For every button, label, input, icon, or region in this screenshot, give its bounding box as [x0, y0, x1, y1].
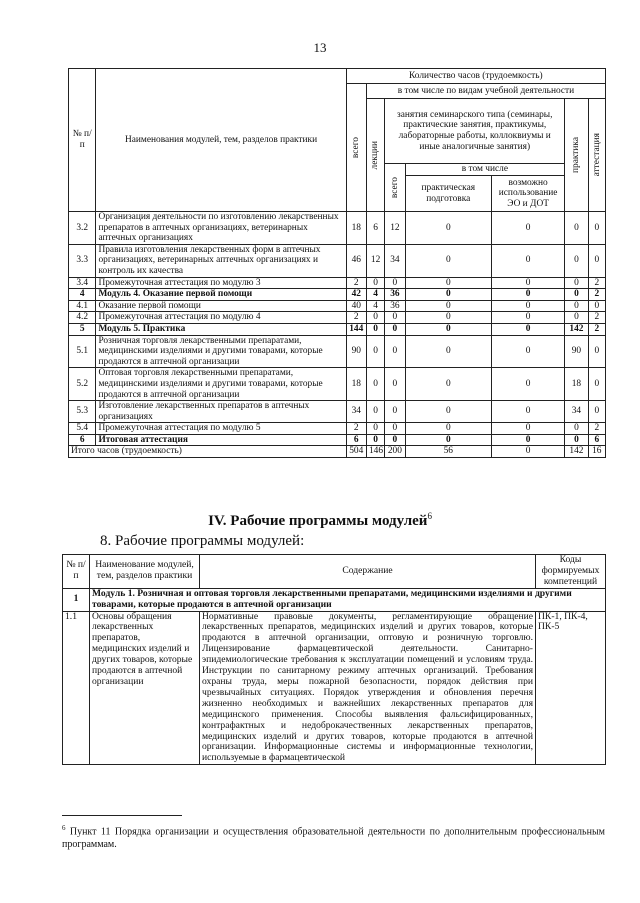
row-eo-dot: 0	[492, 212, 565, 245]
row-practice: 0	[565, 300, 588, 312]
table-row	[69, 289, 606, 301]
row-lectures: 0	[366, 323, 384, 335]
row-eo-dot: 0	[492, 289, 565, 301]
row-eo-dot: 0	[492, 277, 565, 289]
row-lectures: 0	[366, 312, 384, 324]
row-practice: 0	[565, 212, 588, 245]
row-name: Изготовление лекарственных препаратов в аптечных организациях	[96, 401, 346, 423]
row-total: 42	[346, 289, 366, 301]
t2-header-num: № п/п	[63, 555, 90, 589]
row-name: Организация деятельности по изготовлению лекарственных препаратов в аптечных организациях, ветеринарных аптечных организациях	[96, 212, 346, 245]
row-prac-prep: 0	[405, 368, 491, 401]
row-attestation: 0	[588, 335, 605, 368]
row-name: Модуль 5. Практика	[96, 323, 346, 335]
t2-header-name: Наименование модулей, тем, разделов практики	[90, 555, 200, 589]
row-total: 144	[346, 323, 366, 335]
row-attestation: 2	[588, 289, 605, 301]
row-num: 4.2	[69, 312, 96, 324]
row-total: 2	[346, 312, 366, 324]
row-seminar-total: 0	[385, 434, 405, 446]
footnote-divider	[62, 815, 182, 816]
row-name: Итоговая аттестация	[96, 434, 346, 446]
totals-total: 504	[346, 446, 366, 458]
row-name: Правила изготовления лекарственных форм в аптечных организациях, ветеринарных аптечных организациях и контроль их качества	[96, 244, 346, 277]
row-practice: 0	[565, 277, 588, 289]
row-num: 5.1	[69, 335, 96, 368]
header-num: № п/п	[69, 69, 96, 212]
table-row	[69, 244, 606, 277]
row-num: 3.3	[69, 244, 96, 277]
header-prac-prep: практическая подготовка	[405, 176, 491, 212]
row-practice: 142	[565, 323, 588, 335]
row-num: 4.1	[69, 300, 96, 312]
header-hours-group: Количество часов (трудоемкость)	[346, 69, 605, 84]
row-prac-prep: 0	[405, 300, 491, 312]
header-incl: в том числе	[405, 164, 565, 176]
row-attestation: 0	[588, 401, 605, 423]
footnote: $^6$ Пункт 11 Порядка организации и осуществления образовательной деятельности по дополнительным профессиональным программам.	[62, 824, 605, 851]
totals-lect: 146	[366, 446, 384, 458]
row-name: Оказание первой помощи	[96, 300, 346, 312]
row-seminar-total: 36	[385, 300, 405, 312]
row-total: 46	[346, 244, 366, 277]
row-eo-dot: 0	[492, 368, 565, 401]
row-total: 34	[346, 401, 366, 423]
row-num: 6	[69, 434, 96, 446]
module-programs-table	[62, 554, 606, 765]
table-row	[69, 434, 606, 446]
row-attestation: 0	[588, 212, 605, 245]
row-practice: 34	[565, 401, 588, 423]
row-practice: 0	[565, 244, 588, 277]
topic-num: 1.1	[63, 611, 90, 765]
table-row	[69, 368, 606, 401]
row-practice: 0	[565, 434, 588, 446]
footnote-ref: 6	[427, 511, 432, 521]
row-name: Промежуточная аттестация по модулю 3	[96, 277, 346, 289]
row-seminar-total: 34	[385, 244, 405, 277]
row-eo-dot: 0	[492, 244, 565, 277]
module-num: 1	[63, 588, 90, 611]
row-eo-dot: 0	[492, 312, 565, 324]
row-num: 5.3	[69, 401, 96, 423]
row-practice: 18	[565, 368, 588, 401]
row-eo-dot: 0	[492, 323, 565, 335]
header-practice: практика	[565, 99, 588, 212]
row-num: 4	[69, 289, 96, 301]
totals-prac: 142	[565, 446, 588, 458]
table-row	[69, 423, 606, 435]
table-row	[69, 335, 606, 368]
table-row	[69, 323, 606, 335]
table-row	[69, 312, 606, 324]
row-practice: 90	[565, 335, 588, 368]
subsection-title: 8. Рабочие программы модулей:	[100, 533, 305, 549]
row-total: 90	[346, 335, 366, 368]
row-lectures: 0	[366, 401, 384, 423]
row-num: 5.4	[69, 423, 96, 435]
totals-label: Итого часов (трудоемкость)	[69, 446, 347, 458]
page-number: 13	[313, 40, 327, 55]
row-eo-dot: 0	[492, 401, 565, 423]
row-seminar-total: 0	[385, 423, 405, 435]
row-prac-prep: 0	[405, 423, 491, 435]
module-title: Модуль 1. Розничная и оптовая торговля лекарственными препаратами, медицинскими изделиями и другими товарами, которые продаются в аптечной организации	[90, 588, 606, 611]
table-row	[69, 300, 606, 312]
topic-name: Основы обращения лекарственных препаратов, медицинских изделий и других товаров, которые продаются в аптечной организации	[90, 611, 200, 765]
row-seminar-total: 0	[385, 401, 405, 423]
header-sem-total: всего	[385, 164, 405, 212]
row-attestation: 0	[588, 368, 605, 401]
row-seminar-total: 12	[385, 212, 405, 245]
row-lectures: 6	[366, 212, 384, 245]
row-num: 3.4	[69, 277, 96, 289]
row-lectures: 0	[366, 335, 384, 368]
row-name: Модуль 4. Оказание первой помощи	[96, 289, 346, 301]
row-seminar-total: 0	[385, 277, 405, 289]
row-prac-prep: 0	[405, 312, 491, 324]
totals-eo: 0	[492, 446, 565, 458]
topic-content: Нормативные правовые документы, регламентирующие обращение лекарственных препаратов, медицинских изделий и других товаров, которые продаются в аптечной организации, оптовую и розничную торговлю. Лицензирование фармацевтической деятельности. Санитарно-эпидемиологические требования к эксплуатации помещений и условиям труда. Инструкции по санитарному режиму аптечных организаций. Требования охраны труда, меры пожарной безопасности, порядок действия при чрезвычайных ситуациях. Порядок утверждения и обновления перечня жизненно необходимых и важнейших лекарственных препаратов для медицинского применения. Способы выявления фальсифицированных, контрафактных и недоброкачественных лекарственных препаратов, медицинских изделий и других товаров, которые продаются в аптечной организации. Информационные системы и информационные технологии, используемые в фармацевтической	[200, 611, 536, 765]
row-name: Промежуточная аттестация по модулю 5	[96, 423, 346, 435]
row-total: 18	[346, 368, 366, 401]
header-incl-types: в том числе по видам учебной деятельности	[366, 84, 605, 99]
row-attestation: 2	[588, 312, 605, 324]
header-lectures: лекции	[366, 99, 384, 212]
totals-att: 16	[588, 446, 605, 458]
row-attestation: 2	[588, 323, 605, 335]
row-practice: 0	[565, 312, 588, 324]
row-prac-prep: 0	[405, 244, 491, 277]
row-practice: 0	[565, 289, 588, 301]
row-seminar-total: 36	[385, 289, 405, 301]
row-lectures: 0	[366, 434, 384, 446]
row-prac-prep: 0	[405, 289, 491, 301]
header-seminar-group: занятия семинарского типа (семинары, практические занятия, практикумы, лабораторные работы, коллоквиумы и иные аналогичные занятия)	[385, 99, 565, 164]
table-row	[69, 212, 606, 245]
row-prac-prep: 0	[405, 277, 491, 289]
row-attestation: 6	[588, 434, 605, 446]
row-num: 5.2	[69, 368, 96, 401]
totals-pp: 56	[405, 446, 491, 458]
row-practice: 0	[565, 423, 588, 435]
row-eo-dot: 0	[492, 300, 565, 312]
row-attestation: 2	[588, 277, 605, 289]
row-name: Промежуточная аттестация по модулю 4	[96, 312, 346, 324]
topic-codes: ПК-1, ПК-4, ПК-5	[536, 611, 606, 765]
row-lectures: 0	[366, 277, 384, 289]
row-prac-prep: 0	[405, 212, 491, 245]
row-seminar-total: 0	[385, 323, 405, 335]
table-row	[69, 277, 606, 289]
row-total: 18	[346, 212, 366, 245]
row-eo-dot: 0	[492, 423, 565, 435]
row-total: 6	[346, 434, 366, 446]
row-lectures: 12	[366, 244, 384, 277]
row-prac-prep: 0	[405, 434, 491, 446]
section-title: IV. Рабочие программы модулей$^6$	[208, 511, 432, 529]
row-lectures: 0	[366, 423, 384, 435]
row-total: 2	[346, 423, 366, 435]
row-lectures: 4	[366, 300, 384, 312]
row-eo-dot: 0	[492, 335, 565, 368]
row-prac-prep: 0	[405, 401, 491, 423]
row-lectures: 4	[366, 289, 384, 301]
t2-header-content: Содержание	[200, 555, 536, 589]
header-name: Наименования модулей, тем, разделов практики	[96, 69, 346, 212]
row-attestation: 2	[588, 423, 605, 435]
t2-header-codes: Коды формируемых компетенций	[536, 555, 606, 589]
header-total: всего	[346, 84, 366, 212]
header-eo-dot: возможно использование ЭО и ДОТ	[492, 176, 565, 212]
row-prac-prep: 0	[405, 335, 491, 368]
row-attestation: 0	[588, 244, 605, 277]
row-seminar-total: 0	[385, 335, 405, 368]
row-name: Оптовая торговля лекарственными препаратами, медицинскими изделиями и другими товарами, которые продаются в аптечной организации	[96, 368, 346, 401]
row-total: 40	[346, 300, 366, 312]
row-eo-dot: 0	[492, 434, 565, 446]
row-seminar-total: 0	[385, 312, 405, 324]
row-lectures: 0	[366, 368, 384, 401]
totals-sem: 200	[385, 446, 405, 458]
row-name: Розничная торговля лекарственными препаратами, медицинскими изделиями и другими товарами, которые продаются в аптечной организации	[96, 335, 346, 368]
totals-row	[69, 446, 606, 458]
hours-table	[68, 68, 606, 458]
header-attestation: аттестация	[588, 99, 605, 212]
row-num: 3.2	[69, 212, 96, 245]
row-prac-prep: 0	[405, 323, 491, 335]
row-attestation: 0	[588, 300, 605, 312]
table-row	[69, 401, 606, 423]
row-total: 2	[346, 277, 366, 289]
row-seminar-total: 0	[385, 368, 405, 401]
row-num: 5	[69, 323, 96, 335]
